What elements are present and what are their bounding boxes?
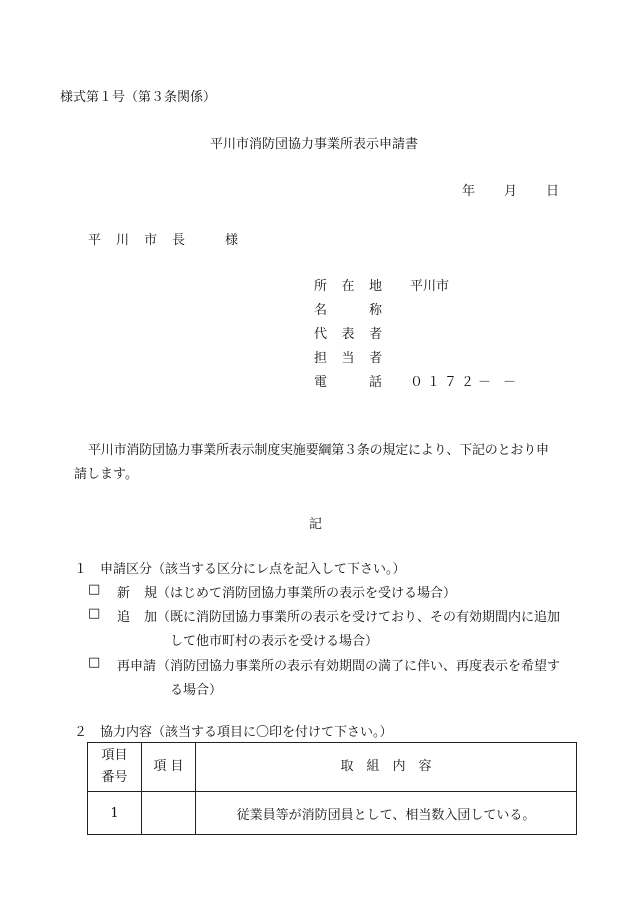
body-line-2: 請します。 [74, 467, 138, 482]
addressee-char: 平 [88, 233, 102, 248]
option-new-label [117, 582, 157, 601]
label-char: 代 [314, 327, 328, 342]
option-renew-desc: （消防団協力事業所の表示有効期間の満了に伴い、再度表示を希望す [157, 659, 561, 674]
header-number [88, 743, 142, 792]
addressee-char: 長 [171, 233, 185, 248]
row-number: 1 [88, 792, 142, 835]
phone-prefix: ０１７２－ [410, 375, 496, 390]
header-content: 取 組 内 容 [196, 743, 577, 792]
phone-dash: － [503, 375, 517, 390]
header-number-line2: 番号 [101, 770, 128, 785]
label-char: 名 [314, 303, 328, 318]
label-char: 追 [117, 610, 131, 625]
section1-heading: １ 申請区分（該当する区分にレ点を記入して下さい。） [74, 562, 406, 577]
document-title: 平川市消防団協力事業所表示申請書 [210, 137, 419, 152]
checkbox-new[interactable]: □ [88, 582, 101, 597]
ki-heading: 記 [309, 517, 323, 532]
row-content: 従業員等が消防団員として、相当数入団している。 [196, 792, 577, 835]
date-day: 日 [546, 184, 560, 199]
label-char: 当 [341, 351, 355, 366]
label-char: 在 [341, 279, 355, 294]
addressee-honorific: 様 [225, 233, 239, 248]
label-char: 加 [143, 610, 157, 625]
table-row [88, 792, 577, 835]
date-month: 月 [504, 184, 518, 199]
header-item: 項 目 [142, 743, 196, 792]
name-label [314, 299, 382, 318]
label-char: 者 [368, 327, 382, 342]
address-label [314, 275, 382, 294]
option-add-label [117, 606, 157, 625]
addressee-char: 市 [143, 233, 157, 248]
row-item-mark[interactable] [142, 792, 196, 835]
label-char: 担 [314, 351, 328, 366]
body-line-1: 平川市消防団協力事業所表示制度実施要綱第３条の規定により、下記のとおり申 [88, 443, 549, 458]
addressee-name [88, 229, 185, 248]
label-char: 話 [368, 375, 382, 390]
phone-label [314, 371, 382, 390]
header-number-line1: 項目 [101, 748, 128, 763]
label-char: 者 [368, 351, 382, 366]
date-line [462, 180, 559, 199]
option-new-desc: （はじめて消防団協力事業所の表示を受ける場合） [157, 586, 457, 601]
addressee-char: 川 [115, 233, 129, 248]
representative-label [314, 323, 382, 342]
address-value: 平川市 [410, 279, 450, 294]
label-char: 表 [341, 327, 355, 342]
label-char: 新 [117, 586, 131, 601]
option-renew-desc-2: る場合） [170, 683, 223, 698]
checkbox-renew[interactable]: □ [88, 655, 101, 670]
section2-heading: ２ 協力内容（該当する項目に〇印を付けて下さい。） [74, 725, 393, 740]
form-label: 様式第１号（第３条関係） [60, 90, 217, 105]
label-char: 電 [314, 375, 328, 390]
table-header-row [88, 743, 577, 792]
checkbox-add[interactable]: □ [88, 606, 101, 621]
contact-label [314, 347, 382, 366]
label-char: 地 [368, 279, 382, 294]
cooperation-table [87, 742, 577, 835]
option-add-desc: （既に消防団協力事業所の表示を受けており、その有効期間内に追加 [157, 610, 561, 625]
option-renew-label: 再申請 [117, 659, 157, 674]
label-char: 称 [368, 303, 382, 318]
label-char: 規 [143, 586, 157, 601]
label-char: 所 [314, 279, 328, 294]
option-add-desc-2: して他市町村の表示を受ける場合） [170, 634, 379, 649]
date-year: 年 [462, 184, 476, 199]
